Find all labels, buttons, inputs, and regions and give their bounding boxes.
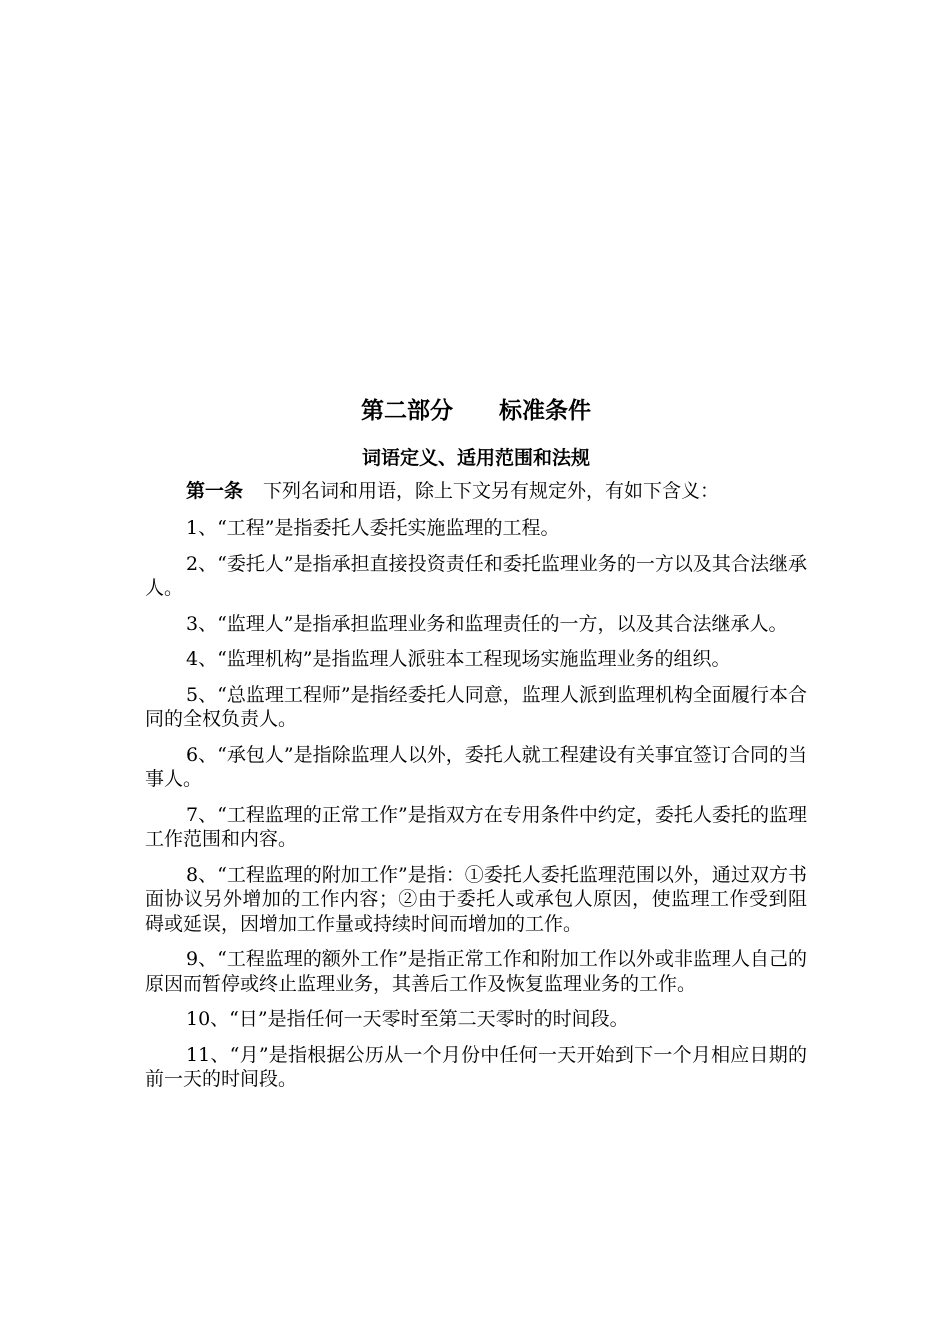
definition-item-2: 2、“委托人”是指承担直接投资责任和委托监理业务的一方以及其合法继承人。: [145, 552, 807, 599]
definition-item-11: 11、“月”是指根据公历从一个月份中任何一天开始到下一个月相应日期的前一天的时间段。: [145, 1043, 807, 1090]
definition-item-10: 10、“日”是指任何一天零时至第二天零时的时间段。: [186, 1008, 629, 1030]
article-label: 第一条: [186, 480, 244, 502]
definition-item-3: 3、“监理人”是指承担监理业务和监理责任的一方，以及其合法继承人。: [186, 612, 788, 635]
definition-item-8: 8、“工程监理的附加工作”是指：①委托人委托监理范围以外，通过双方书面协议另外增加的工作内容；②由于委托人或承包人原因，使监理工作受到阻碍或延误，因增加工作量或持续时间而增加的工作。: [145, 863, 807, 935]
definition-item-4: 4、“监理机构”是指监理人派驻本工程现场实施监理业务的组织。: [186, 648, 731, 670]
definition-item-9: 9、“工程监理的额外工作”是指正常工作和附加工作以外或非监理人自己的原因而暂停或终止监理业务，其善后工作及恢复监理业务的工作。: [145, 948, 807, 995]
article-intro: [145, 479, 807, 504]
article-text: 下列名词和用语，除上下文另有规定外，有如下含义：: [263, 480, 720, 502]
definition-item-6: 6、“承包人”是指除监理人以外，委托人就工程建设有关事宜签订合同的当事人。: [145, 743, 807, 790]
definition-item-1: 1、“工程”是指委托人委托实施监理的工程。: [186, 517, 560, 539]
chapter-title: 词语定义、适用范围和法规: [361, 447, 590, 469]
definition-item-5: 5、“总监理工程师”是指经委托人同意，监理人派到监理机构全面履行本合同的全权负责人。: [145, 683, 807, 730]
part-title: 第二部分 标准条件: [361, 398, 591, 424]
definition-item-7: 7、“工程监理的正常工作”是指双方在专用条件中约定，委托人委托的监理工作范围和内容。: [145, 803, 807, 850]
document-content: [145, 395, 807, 1103]
